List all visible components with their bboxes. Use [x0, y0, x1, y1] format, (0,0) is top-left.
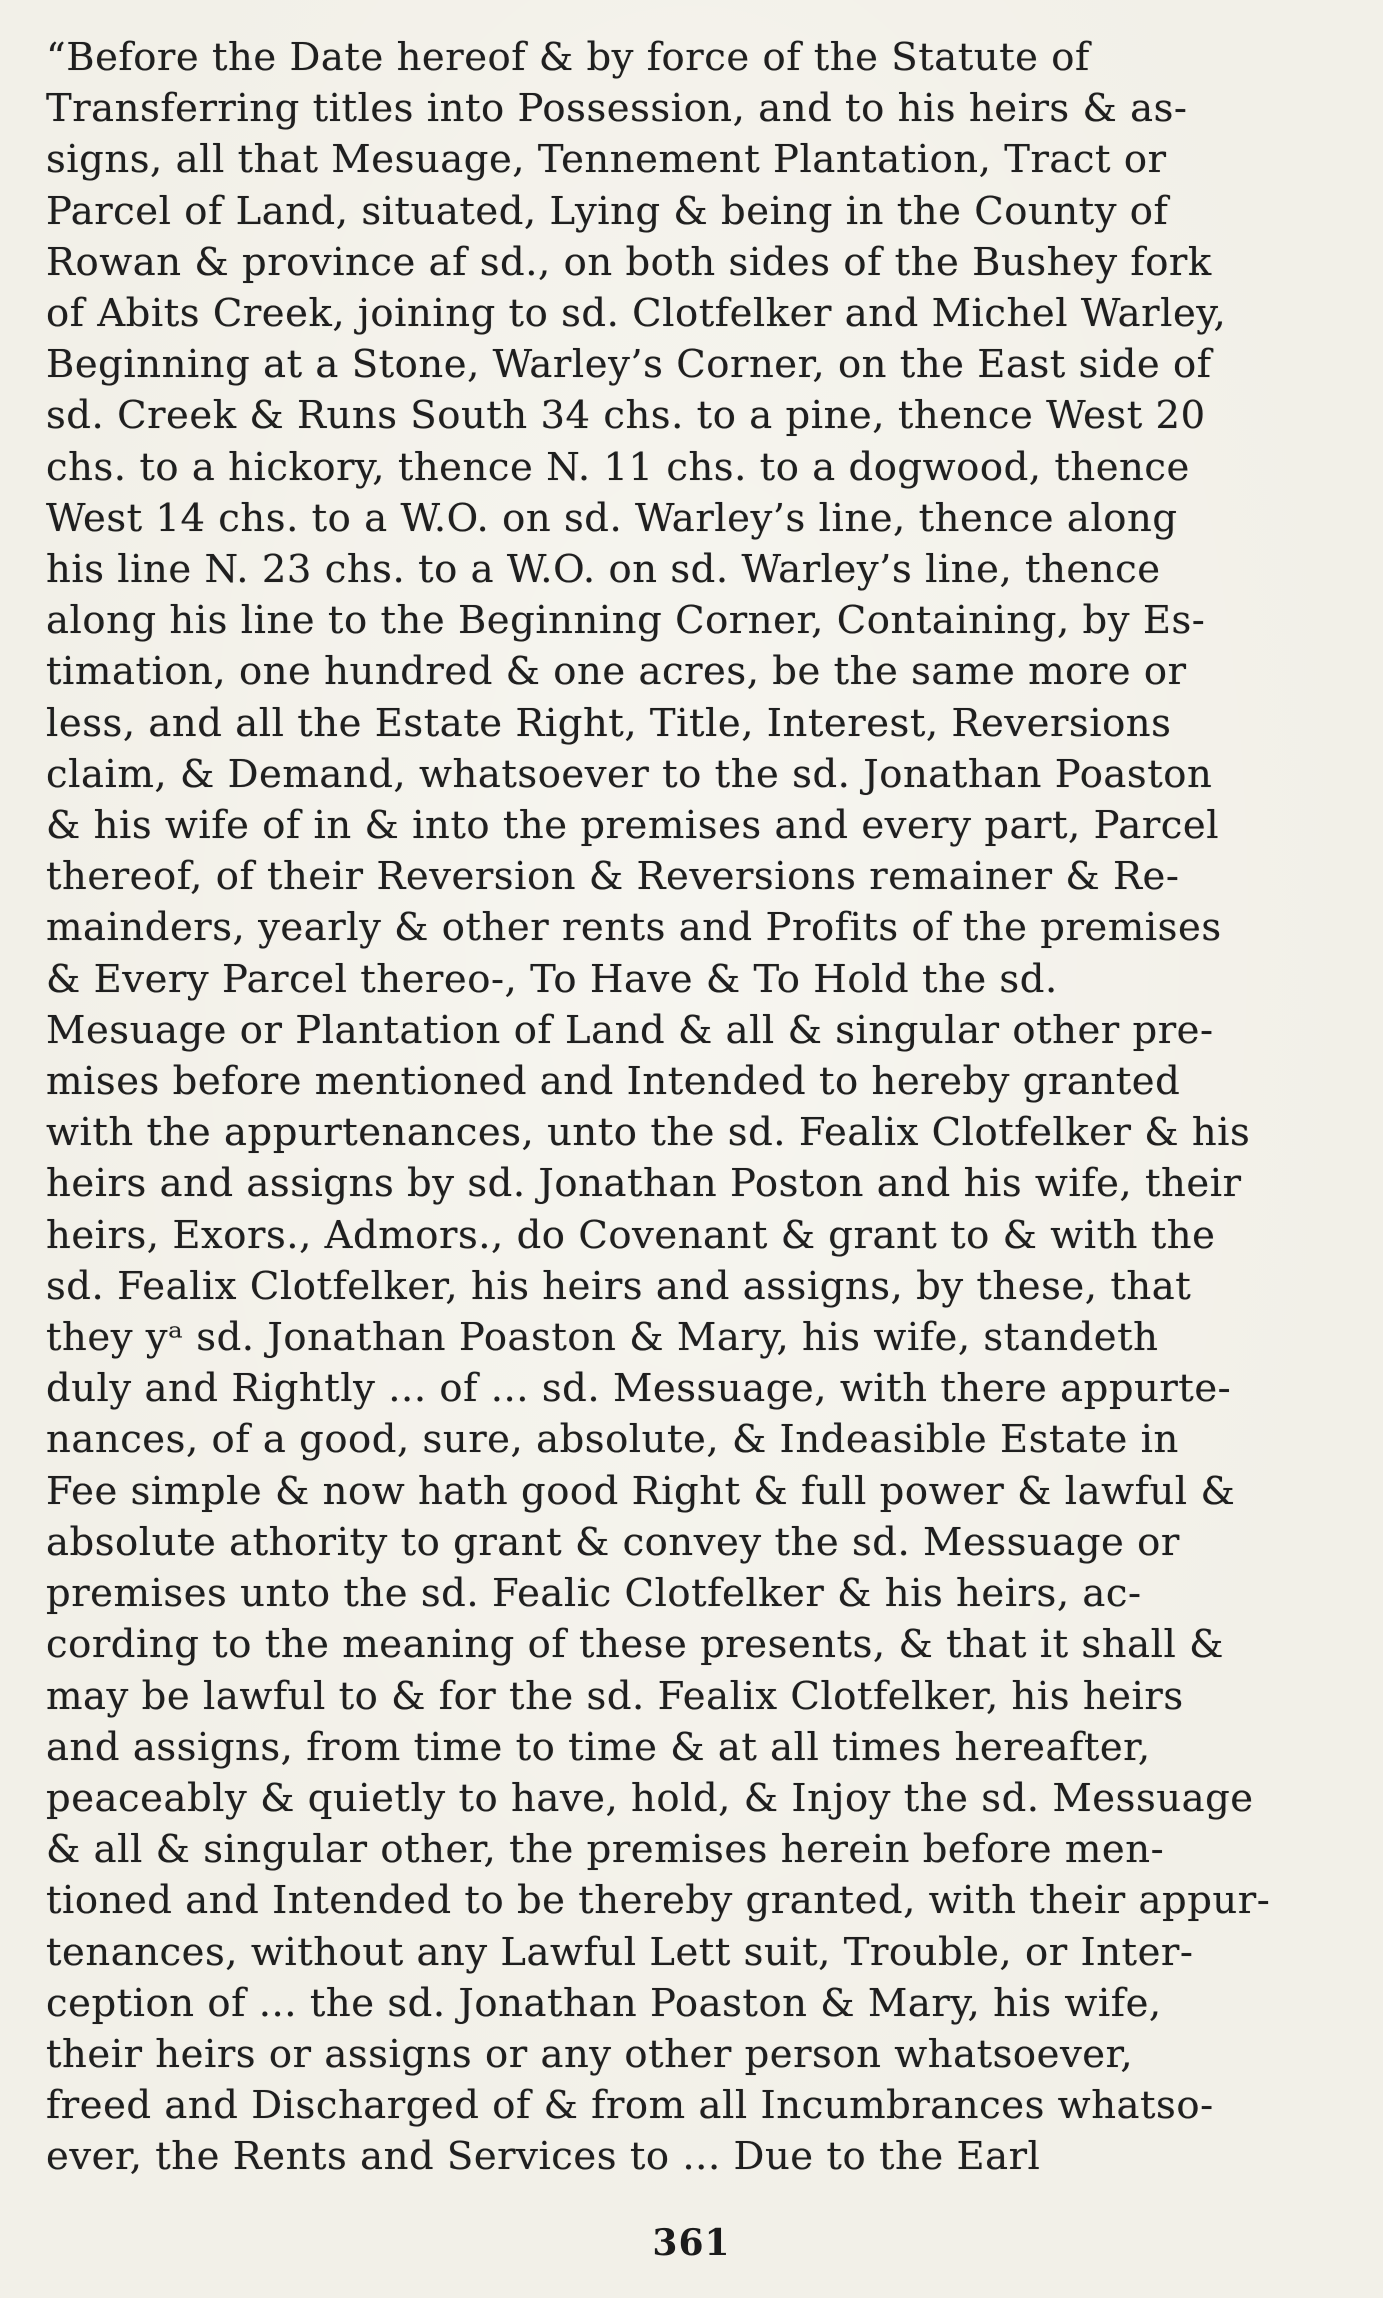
- text-line: thereof, of their Reversion & Reversions remainer & Re-: [46, 854, 1180, 900]
- text-line: timation, one hundred & one acres, be the same more or: [46, 649, 1187, 695]
- text-line: tenances, without any Lawful Lett suit, Trouble, or Inter-: [46, 1929, 1194, 1975]
- text-line: nances, of a good, sure, absolute, & Indeasible Estate in: [46, 1417, 1179, 1463]
- text-line: Fee simple & now hath good Right & full power & lawful &: [46, 1468, 1236, 1514]
- text-line: Transferring titles into Possession, and to his heirs & as-: [46, 86, 1188, 132]
- text-line: chs. to a hickory, thence N. 11 chs. to a dogwood, thence: [46, 444, 1190, 490]
- text-line: ception of ... the sd. Jonathan Poaston & Mary, his wife,: [46, 1980, 1162, 2026]
- text-line: mainders, yearly & other rents and Profits of the premises: [46, 905, 1222, 951]
- page-number: 361: [652, 2222, 731, 2264]
- text-line: may be lawful to & for the sd. Fealix Clotfelker, his heirs: [46, 1673, 1184, 1719]
- text-line: Parcel of Land, situated, Lying & being in the County of: [46, 188, 1169, 234]
- deed-text-block: [46, 32, 1346, 2183]
- text-line: along his line to the Beginning Corner, Containing, by Es-: [46, 598, 1206, 644]
- text-line: premises unto the sd. Fealic Clotfelker & his heirs, ac-: [46, 1571, 1142, 1617]
- text-line: ever, the Rents and Services to ... Due to the Earl: [46, 2134, 1041, 2180]
- text-line: and assigns, from time to time & at all times hereafter,: [46, 1724, 1151, 1770]
- text-line: freed and Discharged of & from all Incumbrances whatso-: [46, 2083, 1214, 2129]
- text-line: cording to the meaning of these presents, & that it shall &: [46, 1622, 1224, 1668]
- text-line: his line N. 23 chs. to a W.O. on sd. Warley’s line, thence: [46, 547, 1161, 593]
- text-line: tioned and Intended to be thereby granted, with their appur-: [46, 1878, 1271, 1924]
- text-line: absolute athority to grant & convey the sd. Messuage or: [46, 1519, 1180, 1565]
- text-line: sd. Creek & Runs South 34 chs. to a pine, thence West 20: [46, 393, 1206, 439]
- text-line: heirs, Exors., Admors., do Covenant & grant to & with the: [46, 1212, 1216, 1258]
- text-line: heirs and assigns by sd. Jonathan Poston and his wife, their: [46, 1161, 1242, 1207]
- text-line: West 14 chs. to a W.O. on sd. Warley’s line, thence along: [46, 495, 1178, 541]
- text-line: & his wife of in & into the premises and every part, Parcel: [46, 803, 1220, 849]
- text-line: Rowan & province af sd., on both sides of the Bushey fork: [46, 239, 1212, 285]
- text-line: peaceably & quietly to have, hold, & Injoy the sd. Messuage: [46, 1775, 1254, 1821]
- text-line: & all & singular other, the premises herein before men-: [46, 1827, 1165, 1873]
- text-line: mises before mentioned and Intended to hereby granted: [46, 1059, 1181, 1105]
- text-line: their heirs or assigns or any other person whatsoever,: [46, 2031, 1134, 2077]
- text-line: Mesuage or Plantation of Land & all & singular other pre-: [46, 1007, 1214, 1053]
- text-line: signs, all that Mesuage, Tennement Plantation, Tract or: [46, 137, 1167, 183]
- text-line: sd. Fealix Clotfelker, his heirs and assigns, by these, that: [46, 1263, 1192, 1309]
- text-line: less, and all the Estate Right, Title, Interest, Reversions: [46, 700, 1172, 746]
- text-line: of Abits Creek, joining to sd. Clotfelker and Michel Warley,: [46, 291, 1227, 337]
- text-line: & Every Parcel thereo-, To Have & To Hold the sd.: [46, 956, 1058, 1002]
- text-line: they yᵃ sd. Jonathan Poaston & Mary, his wife, standeth: [46, 1315, 1159, 1361]
- text-line: duly and Rightly ... of ... sd. Messuage, with there appurte-: [46, 1366, 1232, 1412]
- text-line: claim, & Demand, whatsoever to the sd. Jonathan Poaston: [46, 751, 1213, 797]
- text-line: with the appurtenances, unto the sd. Fealix Clotfelker & his: [46, 1110, 1251, 1156]
- text-line: Beginning at a Stone, Warley’s Corner, on the East side of: [46, 342, 1212, 388]
- text-line: “Before the Date hereof & by force of the Statute of: [46, 35, 1090, 80]
